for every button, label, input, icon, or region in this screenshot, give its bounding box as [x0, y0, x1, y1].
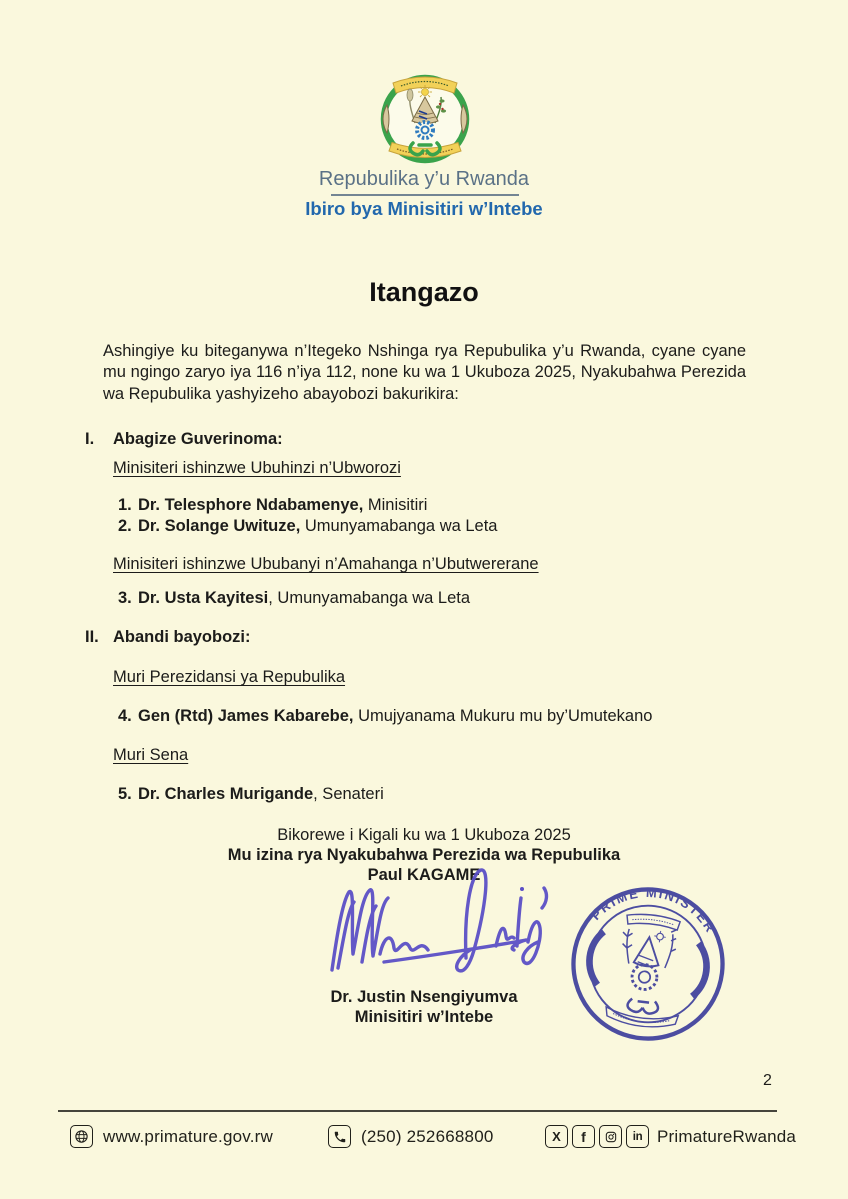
document-title: Itangazo	[369, 277, 479, 307]
appointee-role: Minisitiri	[363, 496, 428, 514]
section-numeral: I.	[85, 430, 95, 448]
stamp-top-text: PRIME MINISTER	[588, 884, 719, 937]
closing-place-date: Bikorewe i Kigali ku wa 1 Ukuboza 2025	[277, 826, 571, 844]
item-number: 1.	[118, 496, 132, 514]
subheading-senate: Muri Sena	[113, 746, 189, 764]
appointee-name: Gen (Rtd) James Kabarebe,	[138, 707, 354, 725]
signer-title: Minisitiri w’Intebe	[354, 1008, 494, 1026]
footer-divider	[58, 1110, 777, 1112]
x-icon	[545, 1125, 568, 1148]
signer-name: Dr. Justin Nsengiyumva	[330, 988, 518, 1006]
phone-icon	[328, 1125, 351, 1148]
phone-text: (250) 252668800	[361, 1126, 494, 1146]
appointee-name: Dr. Usta Kayitesi	[138, 589, 269, 607]
item-number: 2.	[118, 517, 132, 535]
intro-paragraph: Ashingiye ku biteganywa n’Itegeko Nshinga rya Repubulika y’u Rwanda, cyane cyane mu ngingo zaryo iya 116 n’iya 112, none ku wa 1 Ukuboza 2025, Nyakubahwa Perezida wa Repubulika yashyizeho abayobozi bakurikira:	[103, 342, 746, 403]
appointment-item-5	[118, 785, 384, 804]
linkedin-glyph: in	[632, 1130, 643, 1143]
footer-phone	[328, 1125, 494, 1148]
page-number: 2	[763, 1072, 772, 1089]
appointee-name: Dr. Solange Uwituze,	[138, 517, 301, 535]
appointee-role: , Senateri	[313, 785, 384, 803]
appointee-name: Dr. Telesphore Ndabamenye,	[138, 496, 364, 514]
subheading-ministry-agriculture: Minisiteri ishinzwe Ubuhinzi n’Ubworozi	[113, 459, 401, 477]
facebook-glyph: f	[581, 1128, 586, 1145]
republic-name: Repubulika y’u Rwanda	[318, 168, 530, 190]
globe-icon	[70, 1125, 93, 1148]
section-heading-government	[85, 430, 283, 449]
rwanda-coat-of-arms-icon	[364, 66, 486, 172]
footer-social	[545, 1125, 796, 1148]
subheading-ministry-foreign-affairs: Minisiteri ishinzwe Ububanyi n’Amahanga n’Ubutwererane	[113, 555, 539, 573]
x-glyph: X	[552, 1129, 561, 1144]
appointee-role: Umujyanama Mukuru mu by’Umutekano	[353, 707, 653, 725]
letterhead-divider	[331, 194, 519, 196]
item-number: 4.	[118, 707, 132, 725]
subheading-presidency: Muri Perezidansi ya Repubulika	[113, 668, 346, 686]
instagram-icon	[599, 1125, 622, 1148]
president-name: Paul KAGAME	[367, 866, 481, 884]
section-title: Abandi bayobozi:	[113, 628, 251, 646]
section-numeral: II.	[85, 628, 99, 646]
facebook-icon	[572, 1125, 595, 1148]
appointee-role: , Umunyamabanga wa Leta	[268, 589, 471, 607]
social-icons	[545, 1125, 649, 1148]
item-number: 3.	[118, 589, 132, 607]
closing-on-behalf: Mu izina rya Nyakubahwa Perezida wa Repubulika	[227, 846, 621, 864]
website-text: www.primature.gov.rw	[103, 1126, 273, 1146]
appointment-item-4	[118, 707, 652, 726]
section-heading-other-officials	[85, 628, 251, 647]
appointment-item-3	[118, 589, 470, 608]
footer-website	[70, 1125, 273, 1148]
appointment-item-1	[118, 496, 427, 515]
linkedin-icon	[626, 1125, 649, 1148]
office-name: Ibiro bya Minisitiri w’Intebe	[305, 198, 543, 219]
section-title: Abagize Guverinoma:	[113, 430, 283, 448]
appointee-name: Dr. Charles Murigande	[138, 785, 314, 803]
appointment-item-2	[118, 517, 497, 536]
item-number: 5.	[118, 785, 132, 803]
appointee-role: Umunyamabanga wa Leta	[300, 517, 498, 535]
social-handle-text: PrimatureRwanda	[657, 1126, 797, 1146]
svg-text:PRIME MINISTER	[587, 878, 723, 938]
